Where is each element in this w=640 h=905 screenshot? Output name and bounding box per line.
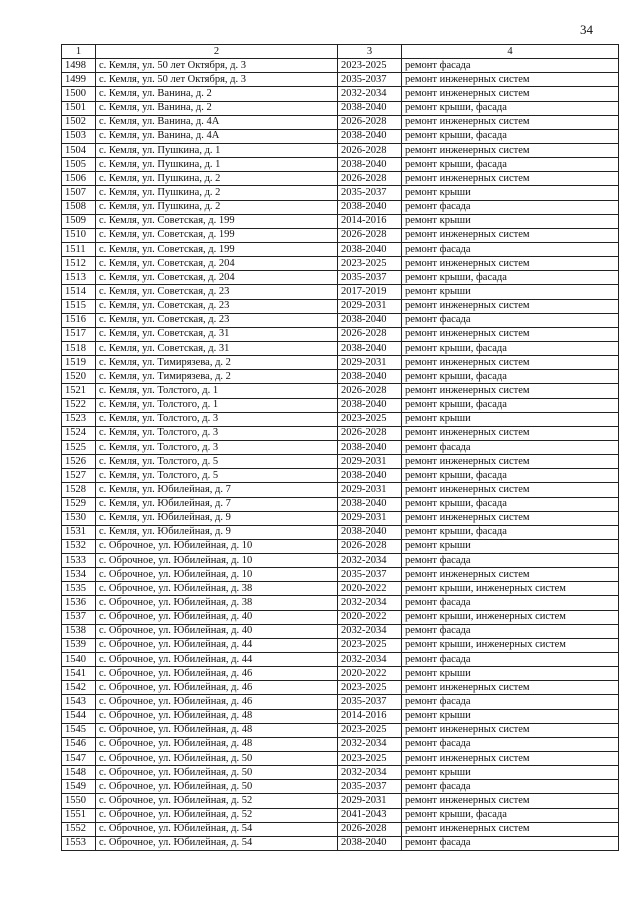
table-row xyxy=(62,101,619,115)
work-type-cell: ремонт инженерных систем xyxy=(402,87,619,101)
table-row xyxy=(62,568,619,582)
row-number: 1539 xyxy=(62,638,96,652)
address-cell: с. Кемля, ул. Советская, д. 23 xyxy=(96,285,338,299)
row-number: 1502 xyxy=(62,115,96,129)
address-cell: с. Кемля, ул. Советская, д. 23 xyxy=(96,313,338,327)
address-cell: с. Кемля, ул. Толстого, д. 3 xyxy=(96,426,338,440)
row-number: 1535 xyxy=(62,582,96,596)
period-cell: 2032-2034 xyxy=(338,766,402,780)
work-type-cell: ремонт инженерных систем xyxy=(402,172,619,186)
period-cell: 2032-2034 xyxy=(338,87,402,101)
period-cell: 2029-2031 xyxy=(338,356,402,370)
work-type-cell: ремонт фасада xyxy=(402,554,619,568)
work-type-cell: ремонт инженерных систем xyxy=(402,483,619,497)
work-type-cell: ремонт инженерных систем xyxy=(402,143,619,157)
work-type-cell: ремонт инженерных систем xyxy=(402,511,619,525)
row-number: 1526 xyxy=(62,455,96,469)
address-cell: с. Оброчное, ул. Юбилейная, д. 50 xyxy=(96,780,338,794)
table-row xyxy=(62,398,619,412)
row-number: 1546 xyxy=(62,737,96,751)
row-number: 1532 xyxy=(62,539,96,553)
address-cell: с. Оброчное, ул. Юбилейная, д. 44 xyxy=(96,638,338,652)
work-type-cell: ремонт инженерных систем xyxy=(402,822,619,836)
row-number: 1500 xyxy=(62,87,96,101)
row-number: 1517 xyxy=(62,327,96,341)
table-row xyxy=(62,737,619,751)
table-row xyxy=(62,836,619,850)
address-cell: с. Кемля, ул. Ванина, д. 4А xyxy=(96,115,338,129)
period-cell: 2020-2022 xyxy=(338,610,402,624)
row-number: 1543 xyxy=(62,695,96,709)
table-body xyxy=(62,45,619,851)
address-cell: с. Оброчное, ул. Юбилейная, д. 48 xyxy=(96,737,338,751)
table-row xyxy=(62,370,619,384)
period-cell: 2032-2034 xyxy=(338,624,402,638)
address-cell: с. Оброчное, ул. Юбилейная, д. 40 xyxy=(96,610,338,624)
work-type-cell: ремонт инженерных систем xyxy=(402,568,619,582)
address-cell: с. Кемля, ул. Советская, д. 31 xyxy=(96,327,338,341)
row-number: 1538 xyxy=(62,624,96,638)
work-type-cell: ремонт фасада xyxy=(402,737,619,751)
period-cell: 2026-2028 xyxy=(338,172,402,186)
work-type-cell: ремонт инженерных систем xyxy=(402,752,619,766)
period-cell: 2038-2040 xyxy=(338,370,402,384)
row-number: 1501 xyxy=(62,101,96,115)
address-cell: с. Кемля, ул. Пушкина, д. 1 xyxy=(96,158,338,172)
work-type-cell: ремонт инженерных систем xyxy=(402,723,619,737)
work-type-cell: ремонт крыши, инженерных систем xyxy=(402,638,619,652)
work-type-cell: ремонт инженерных систем xyxy=(402,327,619,341)
address-cell: с. Кемля, ул. Пушкина, д. 2 xyxy=(96,172,338,186)
work-type-cell: ремонт крыши xyxy=(402,709,619,723)
row-number: 1504 xyxy=(62,143,96,157)
table-row xyxy=(62,384,619,398)
row-number: 1534 xyxy=(62,568,96,582)
table-row xyxy=(62,214,619,228)
period-cell: 2026-2028 xyxy=(338,143,402,157)
address-cell: с. Кемля, ул. Советская, д. 199 xyxy=(96,228,338,242)
period-cell: 2023-2025 xyxy=(338,752,402,766)
work-type-cell: ремонт фасада xyxy=(402,200,619,214)
column-header-2: 2 xyxy=(96,45,338,59)
table-row xyxy=(62,610,619,624)
table-row xyxy=(62,525,619,539)
period-cell: 2023-2025 xyxy=(338,412,402,426)
period-cell: 2026-2028 xyxy=(338,228,402,242)
address-cell: с. Кемля, ул. Ванина, д. 2 xyxy=(96,87,338,101)
table-row xyxy=(62,794,619,808)
row-number: 1499 xyxy=(62,73,96,87)
table-row xyxy=(62,186,619,200)
address-cell: с. Оброчное, ул. Юбилейная, д. 10 xyxy=(96,539,338,553)
table-row xyxy=(62,455,619,469)
row-number: 1525 xyxy=(62,440,96,454)
address-cell: с. Кемля, ул. Толстого, д. 3 xyxy=(96,412,338,426)
work-type-cell: ремонт крыши xyxy=(402,539,619,553)
table-row xyxy=(62,158,619,172)
work-type-cell: ремонт крыши xyxy=(402,412,619,426)
period-cell: 2026-2028 xyxy=(338,327,402,341)
table-row xyxy=(62,327,619,341)
work-type-cell: ремонт крыши, фасада xyxy=(402,525,619,539)
address-cell: с. Оброчное, ул. Юбилейная, д. 52 xyxy=(96,794,338,808)
table-row xyxy=(62,483,619,497)
period-cell: 2035-2037 xyxy=(338,73,402,87)
row-number: 1548 xyxy=(62,766,96,780)
row-number: 1505 xyxy=(62,158,96,172)
address-cell: с. Кемля, ул. Юбилейная, д. 7 xyxy=(96,497,338,511)
work-type-cell: ремонт инженерных систем xyxy=(402,73,619,87)
period-cell: 2035-2037 xyxy=(338,186,402,200)
period-cell: 2038-2040 xyxy=(338,341,402,355)
table-row xyxy=(62,596,619,610)
repair-schedule-table xyxy=(61,44,619,851)
work-type-cell: ремонт крыши, фасада xyxy=(402,808,619,822)
table-row xyxy=(62,59,619,73)
period-cell: 2032-2034 xyxy=(338,653,402,667)
work-type-cell: ремонт крыши xyxy=(402,766,619,780)
table-row xyxy=(62,200,619,214)
column-header-1: 1 xyxy=(62,45,96,59)
address-cell: с. Оброчное, ул. Юбилейная, д. 48 xyxy=(96,709,338,723)
period-cell: 2032-2034 xyxy=(338,737,402,751)
work-type-cell: ремонт инженерных систем xyxy=(402,384,619,398)
table-row xyxy=(62,469,619,483)
table-row xyxy=(62,497,619,511)
row-number: 1547 xyxy=(62,752,96,766)
address-cell: с. Оброчное, ул. Юбилейная, д. 38 xyxy=(96,596,338,610)
row-number: 1509 xyxy=(62,214,96,228)
row-number: 1518 xyxy=(62,341,96,355)
row-number: 1536 xyxy=(62,596,96,610)
address-cell: с. Оброчное, ул. Юбилейная, д. 54 xyxy=(96,822,338,836)
period-cell: 2038-2040 xyxy=(338,398,402,412)
period-cell: 2032-2034 xyxy=(338,554,402,568)
address-cell: с. Оброчное, ул. Юбилейная, д. 38 xyxy=(96,582,338,596)
period-cell: 2029-2031 xyxy=(338,299,402,313)
table-row xyxy=(62,285,619,299)
row-number: 1531 xyxy=(62,525,96,539)
table-row xyxy=(62,822,619,836)
row-number: 1553 xyxy=(62,836,96,850)
period-cell: 2026-2028 xyxy=(338,115,402,129)
row-number: 1508 xyxy=(62,200,96,214)
work-type-cell: ремонт инженерных систем xyxy=(402,299,619,313)
work-type-cell: ремонт фасада xyxy=(402,596,619,610)
period-cell: 2038-2040 xyxy=(338,129,402,143)
period-cell: 2035-2037 xyxy=(338,568,402,582)
period-cell: 2026-2028 xyxy=(338,539,402,553)
work-type-cell: ремонт фасада xyxy=(402,653,619,667)
period-cell: 2023-2025 xyxy=(338,59,402,73)
row-number: 1542 xyxy=(62,681,96,695)
table-row xyxy=(62,638,619,652)
period-cell: 2026-2028 xyxy=(338,384,402,398)
row-number: 1521 xyxy=(62,384,96,398)
row-number: 1541 xyxy=(62,667,96,681)
period-cell: 2038-2040 xyxy=(338,242,402,256)
work-type-cell: ремонт крыши, фасада xyxy=(402,398,619,412)
row-number: 1523 xyxy=(62,412,96,426)
address-cell: с. Кемля, ул. Пушкина, д. 1 xyxy=(96,143,338,157)
address-cell: с. Кемля, ул. Ванина, д. 2 xyxy=(96,101,338,115)
period-cell: 2020-2022 xyxy=(338,667,402,681)
address-cell: с. Оброчное, ул. Юбилейная, д. 50 xyxy=(96,766,338,780)
work-type-cell: ремонт инженерных систем xyxy=(402,426,619,440)
row-number: 1512 xyxy=(62,257,96,271)
period-cell: 2038-2040 xyxy=(338,497,402,511)
table-row xyxy=(62,766,619,780)
address-cell: с. Оброчное, ул. Юбилейная, д. 46 xyxy=(96,681,338,695)
work-type-cell: ремонт фасада xyxy=(402,836,619,850)
period-cell: 2038-2040 xyxy=(338,313,402,327)
row-number: 1519 xyxy=(62,356,96,370)
table-row xyxy=(62,426,619,440)
table-row xyxy=(62,752,619,766)
period-cell: 2023-2025 xyxy=(338,723,402,737)
work-type-cell: ремонт инженерных систем xyxy=(402,115,619,129)
period-cell: 2035-2037 xyxy=(338,271,402,285)
address-cell: с. Кемля, ул. Толстого, д. 5 xyxy=(96,469,338,483)
period-cell: 2029-2031 xyxy=(338,455,402,469)
work-type-cell: ремонт фасада xyxy=(402,59,619,73)
address-cell: с. Кемля, ул. Тимирязева, д. 2 xyxy=(96,356,338,370)
period-cell: 2038-2040 xyxy=(338,200,402,214)
period-cell: 2038-2040 xyxy=(338,525,402,539)
work-type-cell: ремонт крыши xyxy=(402,186,619,200)
table-row xyxy=(62,440,619,454)
page-number: 34 xyxy=(580,22,593,37)
period-cell: 2038-2040 xyxy=(338,469,402,483)
table-row xyxy=(62,695,619,709)
address-cell: с. Оброчное, ул. Юбилейная, д. 10 xyxy=(96,554,338,568)
table-row xyxy=(62,129,619,143)
address-cell: с. Оброчное, ул. Юбилейная, д. 10 xyxy=(96,568,338,582)
table-row xyxy=(62,341,619,355)
row-number: 1507 xyxy=(62,186,96,200)
period-cell: 2014-2016 xyxy=(338,214,402,228)
table-row xyxy=(62,115,619,129)
period-cell: 2014-2016 xyxy=(338,709,402,723)
row-number: 1511 xyxy=(62,242,96,256)
period-cell: 2038-2040 xyxy=(338,101,402,115)
work-type-cell: ремонт инженерных систем xyxy=(402,228,619,242)
row-number: 1549 xyxy=(62,780,96,794)
work-type-cell: ремонт инженерных систем xyxy=(402,794,619,808)
row-number: 1513 xyxy=(62,271,96,285)
address-cell: с. Оброчное, ул. Юбилейная, д. 50 xyxy=(96,752,338,766)
address-cell: с. Кемля, ул. Советская, д. 23 xyxy=(96,299,338,313)
period-cell: 2020-2022 xyxy=(338,582,402,596)
table-row xyxy=(62,539,619,553)
address-cell: с. Кемля, ул. 50 лет Октября, д. 3 xyxy=(96,59,338,73)
address-cell: с. Кемля, ул. Юбилейная, д. 9 xyxy=(96,525,338,539)
address-cell: с. Кемля, ул. 50 лет Октября, д. 3 xyxy=(96,73,338,87)
row-number: 1528 xyxy=(62,483,96,497)
work-type-cell: ремонт крыши, инженерных систем xyxy=(402,582,619,596)
work-type-cell: ремонт крыши xyxy=(402,214,619,228)
row-number: 1530 xyxy=(62,511,96,525)
table-row xyxy=(62,624,619,638)
work-type-cell: ремонт крыши, фасада xyxy=(402,271,619,285)
table-row xyxy=(62,172,619,186)
row-number: 1520 xyxy=(62,370,96,384)
table-row xyxy=(62,709,619,723)
address-cell: с. Оброчное, ул. Юбилейная, д. 48 xyxy=(96,723,338,737)
address-cell: с. Оброчное, ул. Юбилейная, д. 46 xyxy=(96,695,338,709)
period-cell: 2023-2025 xyxy=(338,638,402,652)
column-header-4: 4 xyxy=(402,45,619,59)
row-number: 1503 xyxy=(62,129,96,143)
table-row xyxy=(62,143,619,157)
work-type-cell: ремонт крыши, фасада xyxy=(402,497,619,511)
period-cell: 2038-2040 xyxy=(338,836,402,850)
address-cell: с. Кемля, ул. Советская, д. 31 xyxy=(96,341,338,355)
table-row xyxy=(62,723,619,737)
period-cell: 2023-2025 xyxy=(338,681,402,695)
address-cell: с. Оброчное, ул. Юбилейная, д. 40 xyxy=(96,624,338,638)
work-type-cell: ремонт крыши, фасада xyxy=(402,101,619,115)
work-type-cell: ремонт крыши xyxy=(402,667,619,681)
row-number: 1552 xyxy=(62,822,96,836)
table-row xyxy=(62,228,619,242)
table-row xyxy=(62,271,619,285)
address-cell: с. Оброчное, ул. Юбилейная, д. 52 xyxy=(96,808,338,822)
address-cell: с. Оброчное, ул. Юбилейная, д. 46 xyxy=(96,667,338,681)
period-cell: 2035-2037 xyxy=(338,780,402,794)
table-row xyxy=(62,257,619,271)
row-number: 1498 xyxy=(62,59,96,73)
period-cell: 2032-2034 xyxy=(338,596,402,610)
row-number: 1514 xyxy=(62,285,96,299)
period-cell: 2038-2040 xyxy=(338,158,402,172)
address-cell: с. Кемля, ул. Пушкина, д. 2 xyxy=(96,200,338,214)
table-row xyxy=(62,313,619,327)
address-cell: с. Кемля, ул. Тимирязева, д. 2 xyxy=(96,370,338,384)
row-number: 1540 xyxy=(62,653,96,667)
table-row xyxy=(62,412,619,426)
table-row xyxy=(62,582,619,596)
address-cell: с. Кемля, ул. Советская, д. 204 xyxy=(96,257,338,271)
row-number: 1533 xyxy=(62,554,96,568)
row-number: 1510 xyxy=(62,228,96,242)
period-cell: 2035-2037 xyxy=(338,695,402,709)
work-type-cell: ремонт фасада xyxy=(402,242,619,256)
address-cell: с. Оброчное, ул. Юбилейная, д. 54 xyxy=(96,836,338,850)
address-cell: с. Кемля, ул. Толстого, д. 3 xyxy=(96,440,338,454)
period-cell: 2041-2043 xyxy=(338,808,402,822)
work-type-cell: ремонт инженерных систем xyxy=(402,455,619,469)
address-cell: с. Кемля, ул. Советская, д. 199 xyxy=(96,214,338,228)
address-cell: с. Кемля, ул. Советская, д. 204 xyxy=(96,271,338,285)
table-row xyxy=(62,808,619,822)
row-number: 1506 xyxy=(62,172,96,186)
table-row xyxy=(62,667,619,681)
row-number: 1545 xyxy=(62,723,96,737)
column-header-3: 3 xyxy=(338,45,402,59)
row-number: 1515 xyxy=(62,299,96,313)
work-type-cell: ремонт крыши, фасада xyxy=(402,129,619,143)
work-type-cell: ремонт инженерных систем xyxy=(402,257,619,271)
address-cell: с. Кемля, ул. Толстого, д. 5 xyxy=(96,455,338,469)
work-type-cell: ремонт фасада xyxy=(402,313,619,327)
period-cell: 2017-2019 xyxy=(338,285,402,299)
row-number: 1527 xyxy=(62,469,96,483)
work-type-cell: ремонт крыши, фасада xyxy=(402,158,619,172)
address-cell: с. Кемля, ул. Юбилейная, д. 7 xyxy=(96,483,338,497)
table-row xyxy=(62,681,619,695)
work-type-cell: ремонт крыши, фасада xyxy=(402,469,619,483)
address-cell: с. Кемля, ул. Юбилейная, д. 9 xyxy=(96,511,338,525)
header-row xyxy=(62,45,619,59)
address-cell: с. Кемля, ул. Ванина, д. 4А xyxy=(96,129,338,143)
period-cell: 2026-2028 xyxy=(338,426,402,440)
address-cell: с. Кемля, ул. Пушкина, д. 2 xyxy=(96,186,338,200)
period-cell: 2026-2028 xyxy=(338,822,402,836)
period-cell: 2029-2031 xyxy=(338,794,402,808)
address-cell: с. Кемля, ул. Советская, д. 199 xyxy=(96,242,338,256)
row-number: 1544 xyxy=(62,709,96,723)
work-type-cell: ремонт крыши, инженерных систем xyxy=(402,610,619,624)
row-number: 1551 xyxy=(62,808,96,822)
address-cell: с. Кемля, ул. Толстого, д. 1 xyxy=(96,384,338,398)
row-number: 1529 xyxy=(62,497,96,511)
table-row xyxy=(62,73,619,87)
row-number: 1524 xyxy=(62,426,96,440)
table-row xyxy=(62,356,619,370)
work-type-cell: ремонт фасада xyxy=(402,624,619,638)
period-cell: 2029-2031 xyxy=(338,511,402,525)
table-row xyxy=(62,653,619,667)
row-number: 1516 xyxy=(62,313,96,327)
work-type-cell: ремонт инженерных систем xyxy=(402,356,619,370)
table-row xyxy=(62,511,619,525)
row-number: 1550 xyxy=(62,794,96,808)
period-cell: 2023-2025 xyxy=(338,257,402,271)
work-type-cell: ремонт крыши xyxy=(402,285,619,299)
address-cell: с. Оброчное, ул. Юбилейная, д. 44 xyxy=(96,653,338,667)
row-number: 1522 xyxy=(62,398,96,412)
work-type-cell: ремонт инженерных систем xyxy=(402,681,619,695)
table-row xyxy=(62,554,619,568)
work-type-cell: ремонт фасада xyxy=(402,695,619,709)
work-type-cell: ремонт фасада xyxy=(402,780,619,794)
table-row xyxy=(62,242,619,256)
address-cell: с. Кемля, ул. Толстого, д. 1 xyxy=(96,398,338,412)
period-cell: 2029-2031 xyxy=(338,483,402,497)
work-type-cell: ремонт крыши, фасада xyxy=(402,370,619,384)
work-type-cell: ремонт фасада xyxy=(402,440,619,454)
work-type-cell: ремонт крыши, фасада xyxy=(402,341,619,355)
table-row xyxy=(62,299,619,313)
period-cell: 2038-2040 xyxy=(338,440,402,454)
row-number: 1537 xyxy=(62,610,96,624)
table-row xyxy=(62,780,619,794)
table-row xyxy=(62,87,619,101)
